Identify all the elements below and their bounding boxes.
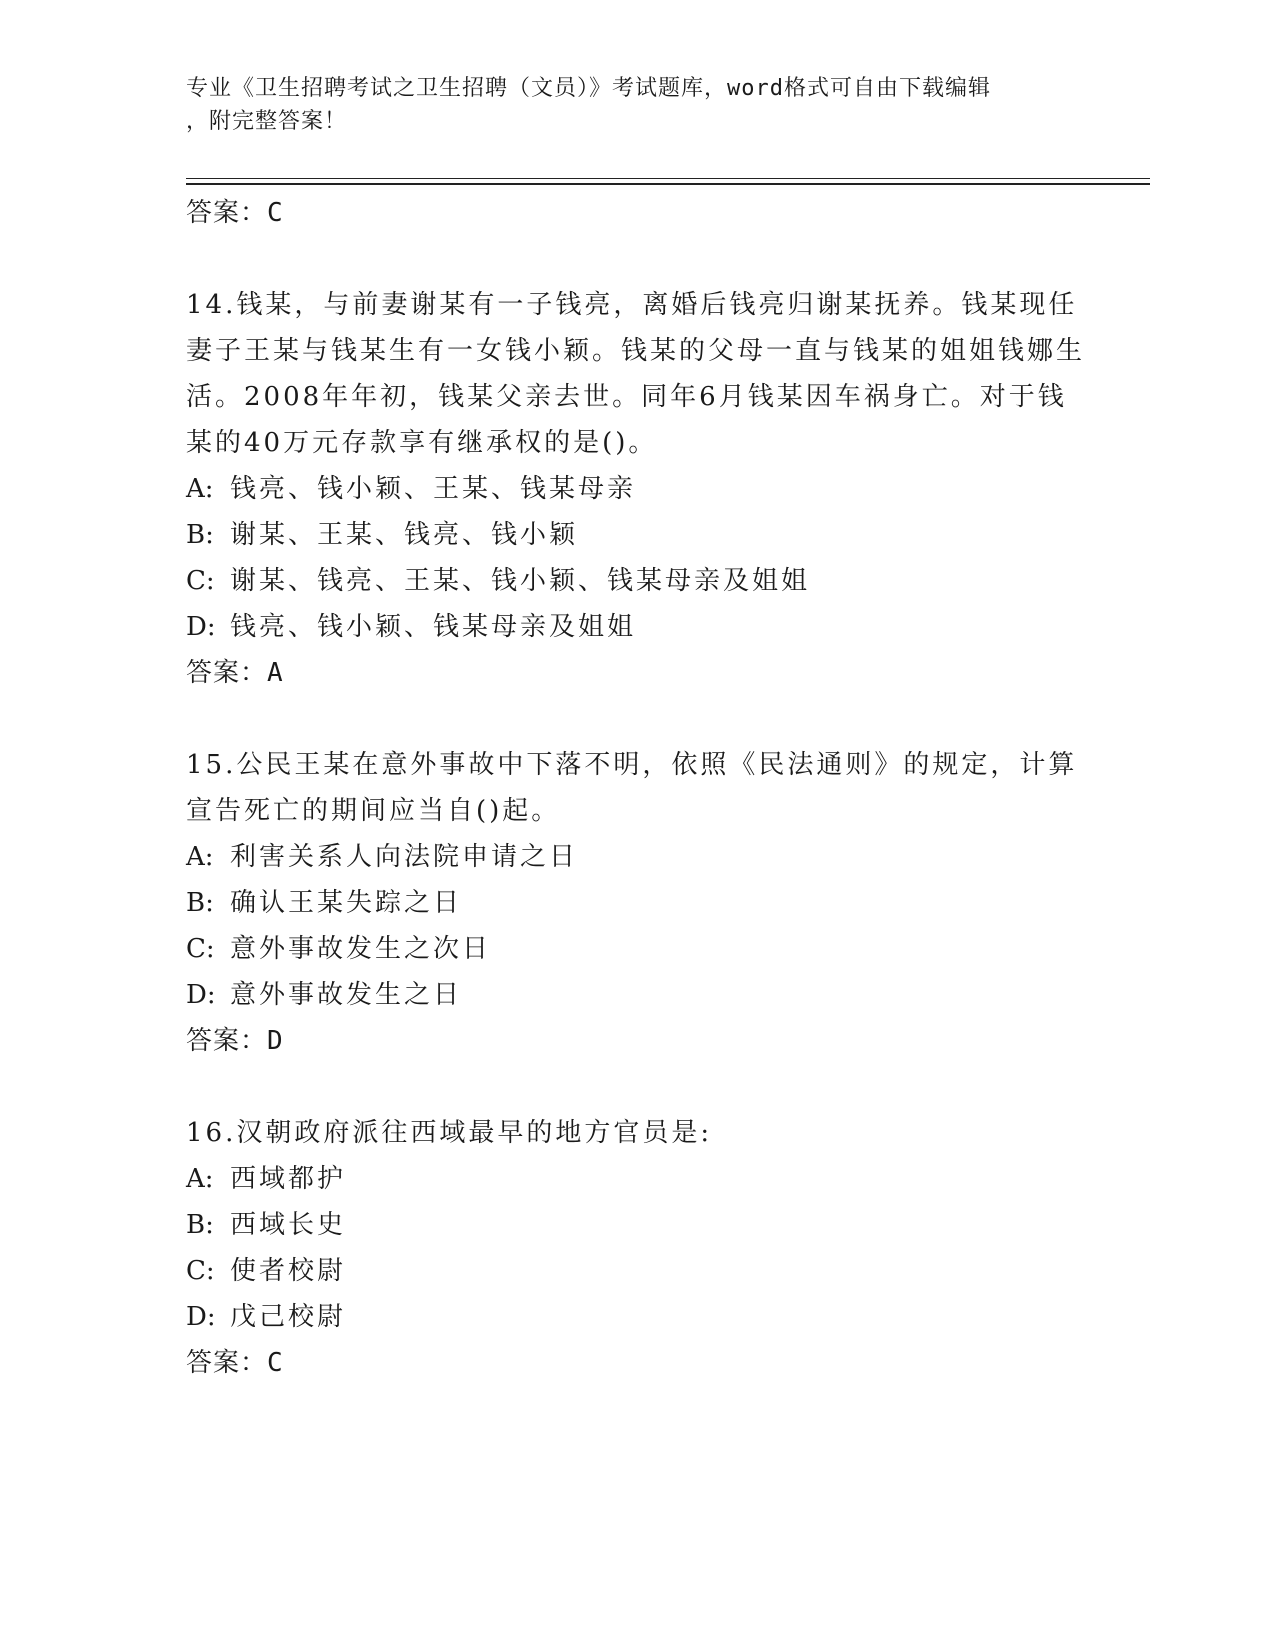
option-d <box>186 1294 1086 1340</box>
option-b <box>186 880 1086 926</box>
previous-answer: 答案：C <box>186 198 284 228</box>
option-text: 意外事故发生之次日 <box>230 934 492 964</box>
option-text: 使者校尉 <box>230 1256 347 1286</box>
header-line-2: ，附完整答案！ <box>186 109 348 134</box>
answer: 答案：D <box>186 1026 284 1056</box>
option-text: 钱亮、钱小颖、钱某母亲及姐姐 <box>230 612 637 642</box>
option-text: 钱亮、钱小颖、王某、钱某母亲 <box>230 474 637 504</box>
option-letter: D: <box>186 980 216 1010</box>
header-line-1: 专业《卫生招聘考试之卫生招聘（文员）》考试题库，word格式可自由下载编辑 <box>186 76 991 101</box>
option-text: 西域都护 <box>230 1164 347 1194</box>
answer: 答案：A <box>186 658 284 688</box>
option-letter: C: <box>186 934 215 964</box>
question-14 <box>186 282 1086 696</box>
option-text: 确认王某失踪之日 <box>230 888 463 918</box>
option-d <box>186 972 1086 1018</box>
option-a <box>186 1156 1086 1202</box>
option-c <box>186 926 1086 972</box>
option-letter: D: <box>186 612 216 642</box>
option-text: 谢某、钱亮、王某、钱小颖、钱某母亲及姐姐 <box>230 566 811 596</box>
option-c <box>186 558 1086 604</box>
option-letter: C: <box>186 1256 215 1286</box>
option-letter: A: <box>186 474 214 504</box>
header-rule <box>186 178 1150 179</box>
option-letter: B: <box>186 888 214 918</box>
question-stem: 14.钱某，与前妻谢某有一子钱亮，离婚后钱亮归谢某抚养。钱某现任妻子王某与钱某生有一女钱小颖。钱某的父母一直与钱某的姐姐钱娜生活。2008年年初，钱某父亲去世。同年6月钱某因车祸身亡。对于钱某的40万元存款享有继承权的是()。 <box>186 290 1086 458</box>
option-letter: D: <box>186 1302 216 1332</box>
option-letter: A: <box>186 1164 214 1194</box>
option-text: 意外事故发生之日 <box>230 980 463 1010</box>
document-header <box>186 72 1086 138</box>
answer: 答案：C <box>186 1348 284 1378</box>
option-d <box>186 604 1086 650</box>
option-text: 西域长史 <box>230 1210 347 1240</box>
option-b <box>186 1202 1086 1248</box>
question-stem: 15.公民王某在意外事故中下落不明，依照《民法通则》的规定，计算宣告死亡的期间应当自()起。 <box>186 750 1078 826</box>
option-text: 利害关系人向法院申请之日 <box>230 842 579 872</box>
question-16 <box>186 1110 1086 1386</box>
question-15 <box>186 742 1086 1064</box>
option-letter: B: <box>186 1210 214 1240</box>
option-letter: A: <box>186 842 214 872</box>
option-b <box>186 512 1086 558</box>
option-letter: B: <box>186 520 214 550</box>
question-list <box>186 190 1086 1386</box>
option-text: 谢某、王某、钱亮、钱小颖 <box>230 520 579 550</box>
option-letter: C: <box>186 566 215 596</box>
header-rule-double <box>186 183 1150 185</box>
option-a <box>186 466 1086 512</box>
option-c <box>186 1248 1086 1294</box>
option-a <box>186 834 1086 880</box>
option-text: 戊己校尉 <box>230 1302 347 1332</box>
question-stem: 16.汉朝政府派往西域最早的地方官员是: <box>186 1118 713 1148</box>
